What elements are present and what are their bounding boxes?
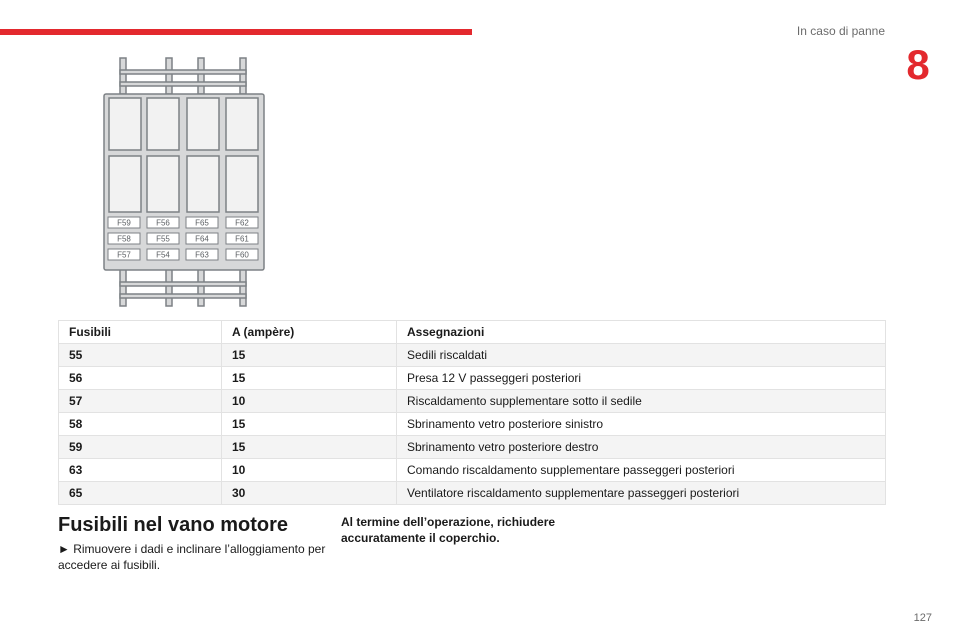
table-row [59,482,886,505]
fuse-assignment: Sbrinamento vetro posteriore destro [397,436,886,459]
table-header-row [59,321,886,344]
fuse-label-f55 [147,233,179,244]
svg-text:F59: F59 [117,218,131,228]
svg-text:F63: F63 [195,250,209,260]
fuse-number: 65 [59,482,222,505]
note-text: Al termine dell’operazione, richiudere accuratamente il coperchio. [341,515,556,545]
header-accent-bar [0,29,472,35]
fuse-number: 59 [59,436,222,459]
fuse-assignment: Riscaldamento supplementare sotto il sedile [397,390,886,413]
section-heading: Fusibili nel vano motore [58,514,289,536]
fuse-assignment: Sedili riscaldati [397,344,886,367]
fuse-label-f58 [108,233,140,244]
fuse-assignment: Sbrinamento vetro posteriore sinistro [397,413,886,436]
column-header: Fusibili [59,321,222,344]
svg-text:F65: F65 [195,218,209,228]
chapter-number: 8 [906,41,930,88]
fuse-assignment: Ventilatore riscaldamento supplementare passeggeri posteriori [397,482,886,505]
fuse-amperage: 10 [222,459,397,482]
table-row [59,344,886,367]
svg-text:F58: F58 [117,234,131,244]
fuse-label-f56 [147,217,179,228]
svg-text:F55: F55 [156,234,170,244]
fuse-label-f60 [226,249,258,260]
fuse-label-f61 [226,233,258,244]
fuse-label-f59 [108,217,140,228]
fuse-amperage: 10 [222,390,397,413]
page-number: 127 [913,612,932,624]
svg-text:F57: F57 [117,250,131,260]
fuse-number: 58 [59,413,222,436]
svg-text:F60: F60 [235,250,249,260]
fuse-label-f63 [186,249,218,260]
column-header: A (ampère) [222,321,397,344]
column-header: Assegnazioni [397,321,886,344]
fuse-number: 55 [59,344,222,367]
table-row [59,367,886,390]
fuse-label-f65 [186,217,218,228]
svg-text:F61: F61 [235,234,249,244]
svg-text:F64: F64 [195,234,209,244]
fuse-number: 63 [59,459,222,482]
table-row [59,436,886,459]
instruction-text: ► Rimuovere i dadi e inclinare l’alloggiamento per accedere ai fusibili. [58,542,326,572]
fuse-amperage: 15 [222,344,397,367]
table-row [59,390,886,413]
fuse-box-diagram [100,56,270,308]
table-row [59,413,886,436]
fuse-number: 56 [59,367,222,390]
fuse-label-f64 [186,233,218,244]
svg-text:F56: F56 [156,218,170,228]
fuse-amperage: 15 [222,367,397,390]
fuse-label-f62 [226,217,258,228]
svg-text:F62: F62 [235,218,249,228]
fuse-number: 57 [59,390,222,413]
fuse-assignment: Comando riscaldamento supplementare passeggeri posteriori [397,459,886,482]
table-row [59,459,886,482]
fuse-assignment: Presa 12 V passeggeri posteriori [397,367,886,390]
fuse-amperage: 15 [222,413,397,436]
fuse-amperage: 15 [222,436,397,459]
fuse-label-f57 [108,249,140,260]
fuse-amperage: 30 [222,482,397,505]
fuse-table [58,320,886,505]
svg-text:F54: F54 [156,250,170,260]
section-title: In caso di panne [796,24,885,38]
fuse-label-f54 [147,249,179,260]
